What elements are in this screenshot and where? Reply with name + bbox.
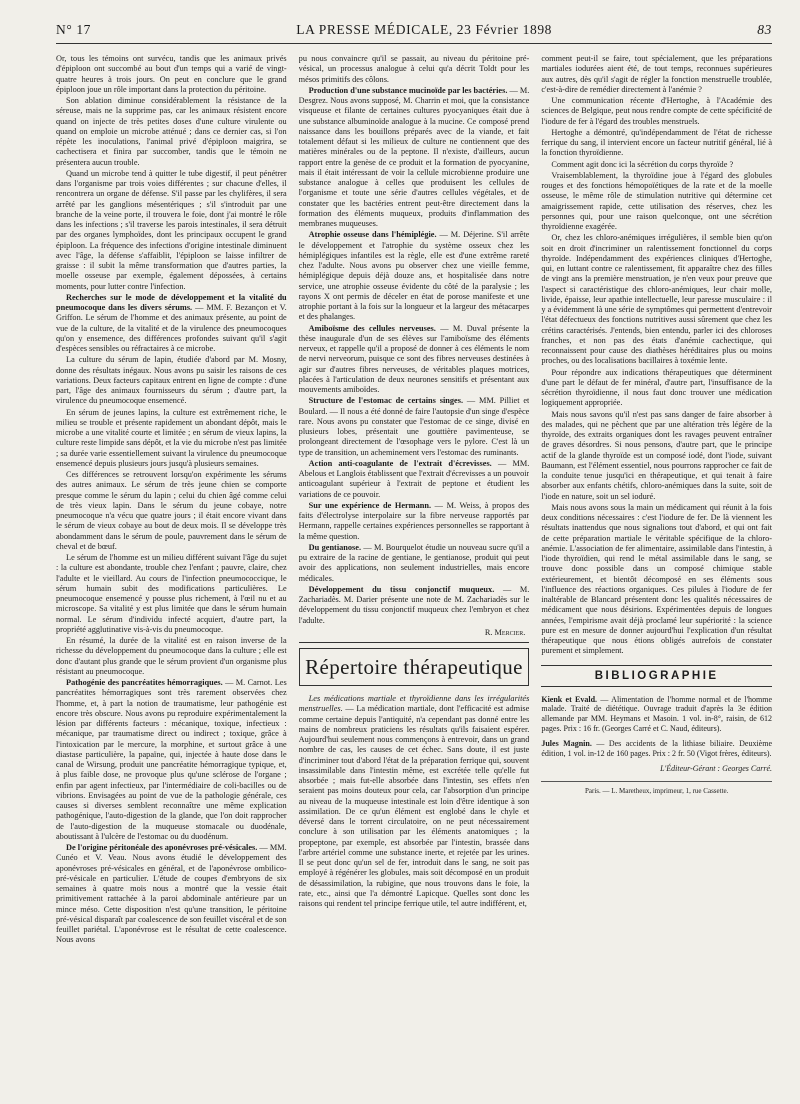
paragraph	[541, 171, 772, 233]
page-number: 83	[757, 22, 772, 37]
bibliography-text	[541, 695, 772, 733]
paragraph	[56, 470, 287, 552]
section-heading: Action anti-coagulante de l'extrait d'écrevisses.	[308, 458, 492, 468]
paragraph-text: — MM. Pilliet et Boulard. — Il nous a été donné de faire l'autopsie d'un singe d'espèce rare. Nous avons pu constater que l'estomac de ce singe, divisé en plusieurs lobes, présentait une gouttière pavimenteuse, se prolongeant directement de l'œsophage vers le pylore. C'est là un type de transition, un acheminement vers l'estomac des ruminants.	[298, 396, 530, 457]
paragraph	[541, 368, 772, 409]
page-header	[56, 22, 772, 44]
bibliography-entry	[541, 695, 772, 733]
paragraph	[299, 694, 530, 909]
paragraph-text: Le sérum de l'homme est un milieu différent suivant l'âge du sujet : la culture est abondante, trouble chez l'enfant ; pauvre, claire, chez l'adulte et le vieillard. Au cours de l'infection pneumococcique, le sérum humain subit des modifications particulières. Le pneumocoque ensemencé y pousse plus richement, à l'œil nu et au microscope. Sa vitalité y est plus limitée que dans le sérum humain normal. Le sérum d'individu infecté acquiert, d'autre part, la propriété agglutinative vis-à-vis du pneumocoque.	[56, 553, 287, 634]
paragraph	[56, 553, 287, 635]
printer-line: Paris. — L. Maretheux, imprimeur, 1, rue Cassette.	[541, 781, 772, 796]
section-paragraph	[56, 293, 287, 355]
paragraph	[541, 54, 772, 95]
paragraph	[541, 410, 772, 502]
paragraph	[541, 160, 772, 170]
column-right	[541, 54, 772, 1104]
author-signature: R. Mercier.	[484, 627, 526, 637]
paragraph-text: En résumé, la durée de la vitalité est en raison inverse de la richesse du développement du pneumocoque dans la culture ; elle est donc d'autant plus grande que le sérum provient d'un organisme plus résistant au pneumocoque.	[56, 636, 287, 676]
paragraph-text: — M. Bourquelot étudie un nouveau sucre qu'il a pu extraire de la racine de gentiane, le gentianose, produit qui peut avoir des applications, non seulement industrielles, mais encore médicales.	[298, 542, 530, 583]
paragraph-text: — M. Carnot. Les pancréatites hémorragiques sont très rarement observées chez l'homme, et, à part la notion de traumatisme, leur pathogénie est encore très obscure. Nous avons pu reproduire expérimentalement la lésion par différents facteurs : mécanique, toxique, infectieux : mécanique, par traumatisme direct ou indirect ; toxique, grâce à l'intoxication par le mercure, la morphine, et surtout grâce à une diastase particulière, la papaïne, qui, injectée à haute dose dans le canal de Wirsung, produit une pancréatite hémorragique typique, et, à plus faible dose, ne provoque plus qu'une sclérose de l'organe ; enfin par agent infectieux, par l'intermédiaire de coli-bacilles ou de vibrions. Envisagées au point de vue de la pathologie générale, ces causes si diverses semblent reconnaître une même explication pathogénique, l'auto-digestion de la glande, que l'on doit rapprocher de l'auto-digestion de la muqueuse stomacale ou duodénale, aboutissant à l'ulcère de l'estomac ou du duodénum.	[56, 678, 287, 841]
section-heading: Atrophie osseuse dans l'hémiplégie.	[308, 230, 437, 240]
paragraph-text: Or, chez les chloro-anémiques irrégulières, il semble bien qu'on soit en droit d'incriminer un ralentissement fonctionnel du corps thyroïde. Indépendamment des expériences cliniques d'Hertoghe, qui, en luttant contre ce ralentissement, fit apparaître chez des filles de vingt ans la première menstruation, je n'en veux pour preuve que l'aspect si caractéristique des chloro-anémiques, leur chair molle, livide, épaisse, leur apathie intellectuelle, leur paresse musculaire : il y a évidemment là une série de symptômes qui permettent d'entrevoir l'état défectueux des fonctions nutritives aussi sûrement que chez les crétins caractérisés. J'entends, bien entendu, parler ici des chloroses franches, et non pas des états d'anémie cachectique, qui reconnaissent pour cause des diathèses héréditaires plus ou moins proches, ou des localisations bacillaires à toxémie lente.	[541, 233, 773, 366]
section-paragraph	[299, 86, 530, 230]
section-paragraph	[299, 543, 530, 584]
paragraph-text: Pour répondre aux indications thérapeutiques que déterminent d'une part le défaut de fer minéral, d'autre part, l'insuffisance de la sécrétion thyroïdienne, il nous faut donc trouver une médication logiquement appropriée.	[541, 367, 773, 408]
paragraph-text: Comment agit donc ici la sécrétion du corps thyroïde ?	[551, 159, 734, 169]
paragraph	[56, 169, 287, 292]
paragraph-text: — M. Déjerine. S'il arrête le développement et l'atrophie du système osseux chez les hémiplégiques infantiles est la règle, elle est d'une extrême rareté chez l'adulte. Nous avons pu observer chez une vieille femme, hémiplégique depuis déjà douze ans, et hospitalisée dans notre service, une atrophie osseuse évidente du côté de la paralysie ; les rayons X ont permis de déceler en état de porose manifeste et une atrophie portant à la fois sur la longueur et la largeur des métacarpes et des phalanges.	[298, 230, 530, 322]
section-heading: Pathogénie des pancréatites hémorragiques.	[66, 678, 223, 687]
divider	[299, 642, 530, 643]
paragraph-text: — M. Desgrez. Nous avons supposé, M. Charrin et moi, que la consistance visqueuse et filante de certaines cultures pyocyaniques était due à une substance albuminoïde analogue à la mucine. Ce composé prend naissance dans les bouillons préparés avec de la viande, et fait totalement défaut si les milieux de culture ne contiennent que des matières minérales ou de la peptone. Il n'existe, d'ailleurs, aucun rapport entre la genèse de ce produit et la formation de pyocyanine, mais il était intéressant de voir la cellule microbienne produire une substance analogue à celles que produisent les cellules de l'organisme et toute une série d'autres cellules végétales, et de constater que les bactéries entrent peut-être directement dans la formation des éléments muqueux, produits d'inflammation des membranes muqueuses.	[298, 85, 530, 228]
article-lead: Les médications martiale et thyroïdienne dans les irrégularités menstruelles.	[298, 694, 530, 714]
paragraph	[56, 96, 287, 168]
section-heading: Du gentianose.	[308, 542, 362, 552]
paragraph-text: Vraisemblablement, la thyroïdine joue à l'égard des globules rouges et des fonctions hémopoïétiques de la rate et de la moelle osseuse, le même rôle de stimulation nutritive qui détermine cet amaigrissement rapide, cette utilisation des réserves, chez les personnes qui, pour une raison quelconque, ont une sécrétion thyroïdienne exagérée.	[541, 170, 773, 231]
paragraph	[541, 128, 772, 159]
paragraph-text: — MM. Abelous et Langlois établissent que l'extrait d'écrevisses a un pouvoir anticoagulant supérieur à l'extrait de peptone et étudient les variations de ce pouvoir.	[298, 458, 530, 499]
column-middle	[299, 54, 530, 1104]
paragraph-text: Ces différences se retrouvent lorsqu'on expérimente les sérums des autres animaux. Le sérum de très jeune chien se comporte presque comme le sérum du lapin ; celui du chien âgé comme celui de très vieux lapin. Dans le sérum du jeune cobaye, notre pneumocoque n'a vécu que quatre jours ; il était encore vivant dans le sérum de vieux cobaye au bout de deux mois. Il se développe très abondamment dans le sérum de poule, pauvrement dans le sérum de cheval et de bœuf.	[56, 470, 287, 551]
paragraph-text: Une communication récente d'Hertoghe, à l'Académie des sciences de Belgique, peut nous rendre compte de cette spécificité de l'iodure de fer à l'égard des troubles menstruels.	[541, 96, 773, 126]
column-left	[56, 54, 287, 1104]
paragraph	[56, 408, 287, 470]
section-paragraph	[56, 843, 287, 946]
bibliography-details: — Alimentation de l'homme normal et de l'homme malade. Traité de diététique. Ouvrage traduit d'après la 3e édition allemande par MM. Heymans et Masoin. 1 vol. in-8°, raisin, de 612 pages. Prix : 16 fr. (Georges Carré et C. Naud, éditeurs).	[541, 694, 773, 733]
section-paragraph	[299, 501, 530, 542]
paragraph	[56, 355, 287, 406]
paragraph	[56, 54, 287, 95]
paragraph	[541, 503, 772, 657]
bibliography-text	[541, 739, 772, 758]
paragraph-text: pu nous convaincre qu'il se passait, au niveau du péritoine pré-vésical, un processus analogue à celui qu'a décrit Toldt pour les mésos primitifs des côlons.	[298, 54, 530, 84]
section-paragraph	[299, 459, 530, 500]
section-paragraph	[299, 396, 530, 458]
paragraph-text: Or, tous les témoins ont survécu, tandis que les animaux privés d'épiploon ont succombé au bout d'un temps qui a varié de vingt-quatre heures à trois jours. On peut en conclure que le grand épiploon joue un rôle important dans la protection du péritoine.	[56, 54, 287, 94]
paragraph-text: La culture du sérum de lapin, étudiée d'abord par M. Mosny, donne des résultats inégaux. Nous avons pu saisir les raisons de ces variations. Deux facteurs capitaux entrent en ligne de compte : d'une part, l'âge des animaux fournisseurs du sérum ; d'autre part, la virulence du pneumocoque ensemencé.	[56, 355, 287, 406]
section-paragraph	[299, 230, 530, 322]
paragraph-text: — M. Weiss, à propos des faits d'électrolyse interpolaire sur la fibre nerveuse rapportés par Hermann, rappelle certaines expériences personnelles se rapportant à la même question.	[298, 500, 530, 541]
paragraph	[541, 233, 772, 366]
section-heading: Structure de l'estomac de certains singes.	[308, 396, 464, 406]
journal-title: LA PRESSE MÉDICALE, 23 Février 1898	[296, 22, 553, 37]
text-columns	[56, 54, 772, 1104]
section-heading: Recherches sur le mode de développement et la vitalité du pneumocoque dans les divers sérums.	[56, 292, 287, 312]
paragraph-text: Quand un microbe tend à quitter le tube digestif, il peut pénétrer dans l'organisme par trois voies différentes ; sur chacune d'elles, il rencontrera un organe de défense. S'il passe par les chylifères, il sera arrêté par les ganglions mésentériques ; s'il s'introduit par une branche de la veine porte, il trouvera le foie, dont j'ai montré le rôle dans les infections ; s'il traverse les parois intestinales, il sera détruit par des organes lymphoïdes, dont les principaux occupent le grand épiploon. La fréquence des infections d'origine intestinale diminuent avec l'âge, la défense s'affaiblit, l'épiploon se laisse infiltrer de graisse : il subit la même transformation que d'autres parties, la moelle osseuse par exemple, également dépossées, à certains moments, pour lutter contre l'infection.	[56, 168, 287, 291]
bibliography-author: Jules Magnin.	[541, 739, 592, 749]
editor-manager: L'Éditeur-Gérant : Georges Carré.	[660, 764, 773, 774]
paragraph-text: Hertoghe a démontré, qu'indépendamment de l'état de richesse ferrique du sang, il intervient encore un facteur nutritif général, lié à la fonction thyroïdienne.	[541, 127, 773, 158]
section-paragraph	[299, 324, 530, 396]
bibliography-entry	[541, 739, 772, 758]
paragraph-text: — MM. F. Bezançon et V. Griffon. Le sérum de l'homme et des animaux présente, au point de vue de la culture, de la vitalité et de la virulence des pneumocoques qu'on y ensemence, des différences profondes suivant qu'il s'agit d'espèces sensibles ou réfractaires à ce microbe.	[56, 303, 287, 353]
section-heading: De l'origine péritonéale des aponévroses pré-vésicales.	[66, 843, 258, 852]
paragraph-text: En sérum de jeunes lapins, la culture est extrêmement riche, le milieu se trouble et présente rapidement un abondant dépôt, mais le microbe a une vitalité courte et limitée ; en sérum de vieux lapins, la culture reste limpide sans dépôt, et la vie du microbe n'est pas limitée ; sa durée varie essentiellement suivant la virulence du pneumocoque ensemencé depuis plusieurs jours jusqu'à plusieurs semaines.	[56, 407, 287, 468]
bibliography-details: — Des accidents de la lithiase biliaire. Deuxième édition, 1 vol. in-12 de 160 pages. Prix : 2 fr. 50 (Vigot frères, éditeurs).	[541, 739, 773, 758]
section-heading: Sur une expérience de Hermann.	[308, 500, 432, 510]
bibliography-author: Kienk et Evald.	[541, 694, 598, 704]
paragraph-text: Son ablation diminue considérablement la résistance de la séreuse, mais ne la supprime pas, car les animaux résistent encore quand on injecte de très petites doses d'une culture virulente ou quand on emploie un microbe atténué ; dans ce dernier cas, si l'on répète les inoculations, l'animal privé d'épiploon maigrira, se cachectisera et finira par succomber, tandis que le témoin ne présentera aucun trouble.	[56, 96, 287, 167]
issue-number: N° 17	[56, 22, 92, 37]
paragraph-text: comment peut-il se faire, tout spécialement, que les préparations martiales iodurées aient été, de tout temps, reconnues supérieures aux autres, dès qu'il s'agit de régler la fonction menstruelle troublée, c'est-à-dire de remédier directement à l'anémie ?	[541, 54, 773, 94]
section-heading: Production d'une substance mucinoïde par les bactéries.	[308, 85, 508, 95]
section-heading: Développement du tissu conjonctif muqueux.	[308, 584, 495, 594]
paragraph-text: — M. Duval présente la thèse inaugurale d'un de ses élèves sur l'amiboïsme des éléments nerveux, et rappelle qu'il a proposé de donner à ces éléments le nom de nervi nerveorum, puisque ce sont des fibres nerveuses destinées à agir sur d'autres fibres nerveuses, de véritables plaques motrices, placées à l'articulation de deux neurones sensitifs et présentant aux mouvements amiboïdes.	[298, 323, 530, 394]
paragraph	[299, 54, 530, 85]
paragraph-text: — M. Zachariadès. M. Darier présente une note de M. Zachariadès sur le développement du tissu conjonctif muqueux chez l'embryon et chez l'adulte.	[298, 584, 530, 625]
section-title-box: Répertoire thérapeutique	[299, 648, 530, 686]
paragraph-text: Mais nous savons qu'il n'est pas sans danger de faire absorber à des malades, qui ne pèchent que par une altération très légère de la thyroïde, des extraits organiques dont les ravages peuvent entraîner de graves désordres. Si nous pensons, d'autre part, que le principe actif de la glande thyroïde est un composé iodé, dont l'iode, suivant Baumann, est l'élément essentiel, nous pourrons rapprocher ce fait de la conduite tenue jusqu'ici en thérapeutique, et qui tenait à faire absorber aux enfants chétifs, chloro-anémiques dans la suite, soit de l'iode en nature, soit un sel ioduré.	[541, 409, 773, 501]
section-paragraph	[299, 585, 530, 626]
paragraph-text: — La médication martiale, dont l'efficacité est admise comme certaine depuis l'antiquité, n'a cependant pas donné entre les mains de nombreux praticiens les résultats qu'ils faisaient espérer. Aujourd'hui seulement nous commençons à entrevoir, dans un grand nombre de cas, les causes de cet échec. Sans doute, il est juste d'incriminer tout d'abord l'état de la préparation ferrique qui, souvent insassimilable dans l'intestin même, est excrétée telle qu'elle fut absorbée ; mais fut-elle absorbée dans l'intestin, ses effets n'en seraient pas moins douteux pour cela, car l'absorption d'un principe au niveau de la muqueuse intestinale est loin d'être identique à son assimilation. De ce qu'un élément est englobé dans le chyle et déversé dans le torrent circulatoire, on ne peut nécessairement conclure à son utilisation par les éléments anatomiques ; la propeptone, par exemple, est absorbée par l'intestin, brassée dans l'arbre artériel comme une substance inerte, et rejetée par les urines. Il se peut donc qu'un sel de fer, introduit dans le sang, ne soit pas employé à régénérer les globules, mais soit décomposé en un produit de désassimilation, la rubigine, que nous trouvons dans le foie, la rate, etc., ainsi que l'a démontré Lapicque. Quelles sont donc les raisons qui rendent tel principe ferrique utile, tel autre indifférent, et,	[298, 704, 530, 908]
bibliography-title: BIBLIOGRAPHIE	[541, 665, 772, 687]
section-heading: Amiboïsme des cellules nerveuses.	[308, 323, 436, 333]
section-paragraph	[56, 678, 287, 842]
paragraph	[56, 636, 287, 677]
paragraph	[541, 96, 772, 127]
paragraph-text: Mais nous avons sous la main un médicament qui réunit à la fois deux conditions nécessaires : c'est l'iodure de fer. De là viennent les résultats inattendus que nous signalions tout d'abord, et qui ont fait de cette préparation martiale le véritable spécifique de la chloro-anémie. L'association de fer alimentaire, assimilable dans l'intestin, à l'iode thyroïdien, qui rend le métal assimilable dans le sang, se trouve donc possible dans un composé chimique stable extérieurement, et bientôt décomposé en ses éléments sous l'influence des réactions organiques. Ces pilules à l'iodure de fer inaltérable de Blancard présentent donc les qualités nécessaires de médicament que nous désirions. Expérimentées depuis de longues années, l'empirisme avait déjà proclamé leur supériorité : la science pure est en mesure de donner aujourd'hui l'explication d'un résultat thérapeutique que nous étions obligés autrefois de constater purement et simplement.	[541, 502, 773, 656]
paragraph-text: — MM. Cunéo et V. Veau. Nous avons étudié le développement des aponévroses pré-vésicales en général, et de l'aponévrose ombilico-pré-vésicale en particulier. L'étude de coupes d'embryons de six semaines à quatre mois nous a montré que la vessie était primitivement rattachée à la paroi abdominale antérieure par un mince méso. Cette disposition n'est qu'une transition, le péritoine pré-vésical disparaît par coalescence de son feuillet viscéral et de son feuillet pariétal. L'aponévrose est le résultat de cette coalescence. Nous avons	[56, 843, 287, 945]
